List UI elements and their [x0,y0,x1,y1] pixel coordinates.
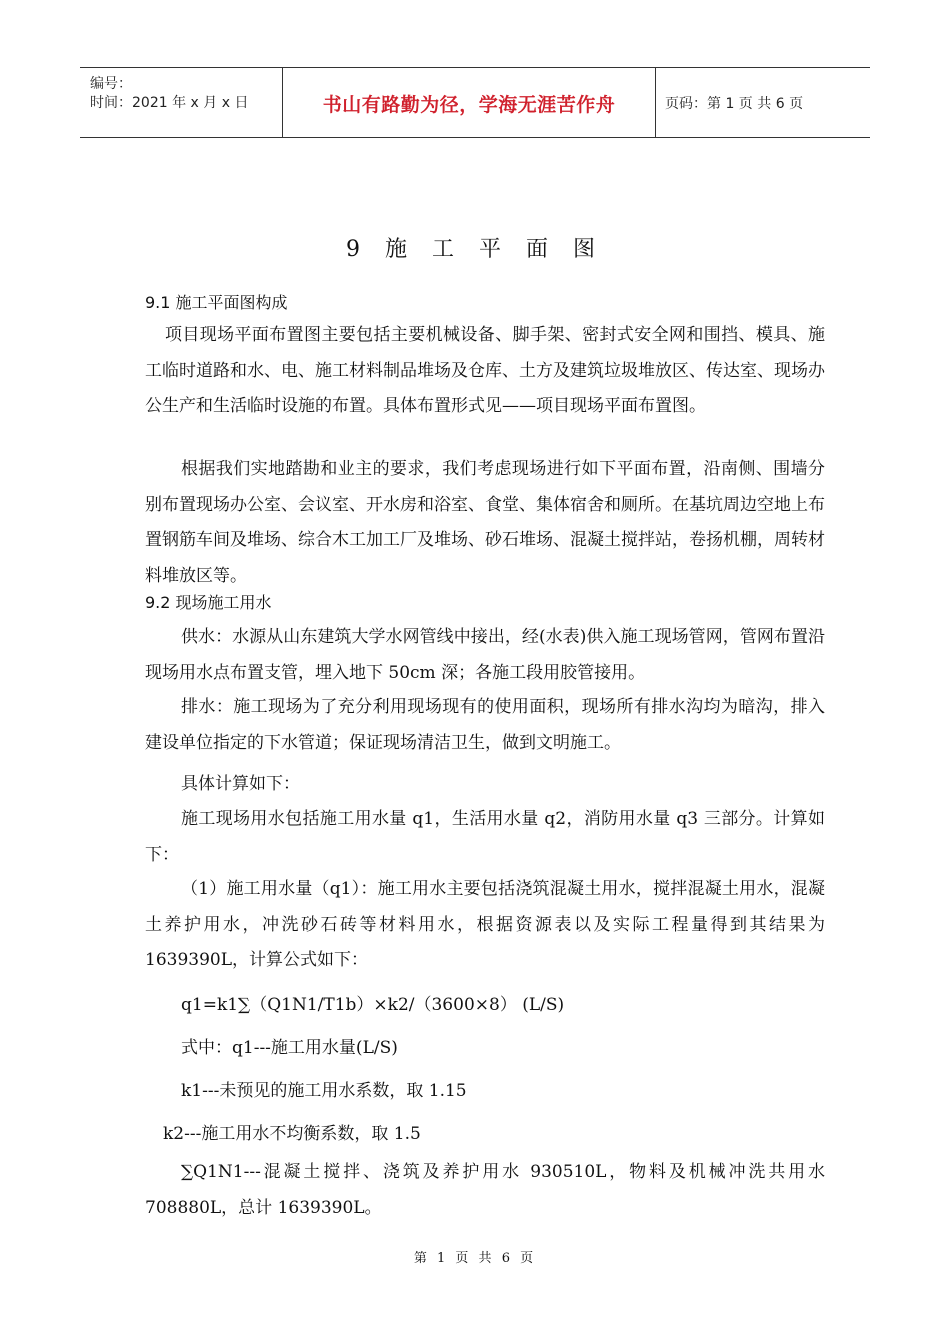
section-heading-9-2: 9.2 现场施工用水 [145,593,272,612]
header-table [80,67,870,138]
page-footer: 第 1 页 共 6 页 [413,1251,537,1266]
motto: 书山有路勤为径，学海无涯苦作舟 [322,94,616,116]
paragraph-water-supply: 供水：水源从山东建筑大学水网管线中接出，经(水表)供入施工现场管网，管网布置沿现场用水点布置支管，埋入地下 50cm 深；各施工段用胶管接用。 [145,627,825,683]
paragraph-water-components: 施工现场用水包括施工用水量 q1，生活用水量 q2，消防用水量 q3 三部分。计算如下： [145,809,825,865]
page-info: 页码：第 1 页 共 6 页 [665,96,804,112]
paragraph-layout-arrangement: 根据我们实地踏勘和业主的要求，我们考虑现场进行如下平面布置，沿南侧、围墙分别布置现场办公室、会议室、开水房和浴室、食堂、集体宿舍和厕所。在基坑周边空地上布置钢筋车间及堆场、综合木工加工厂及堆场、砂石堆场、混凝土搅拌站，卷扬机棚，周转材料堆放区等。 [145,459,825,586]
definition-q1: 式中：q1---施工用水量(L/S) [181,1038,398,1058]
time-label: 时间：2021 年 x 月 x 日 [90,95,249,111]
section-heading-9-1: 9.1 施工平面图构成 [145,293,288,312]
definition-sum-qn: ∑Q1N1---混凝土搅拌、浇筑及养护用水 930510L，物料及机械冲洗共用水 708880L，总计 1639390L。 [145,1162,825,1218]
paragraph-layout-overview: 项目现场平面布置图主要包括主要机械设备、脚手架、密封式安全网和围挡、模具、施工临时道路和水、电、施工材料制品堆场及仓库、土方及建筑垃圾堆放区、传达室、现场办公生产和生活临时设施的布置。具体布置形式见——项目现场平面布置图。 [145,325,825,416]
paragraph-construction-water: （1）施工用水量（q1）：施工用水主要包括浇筑混凝土用水，搅拌混凝土用水，混凝土养护用水，冲洗砂石砖等材料用水，根据资源表以及实际工程量得到其结果为 1639390L，计算公式如下： [145,879,825,970]
formula: q1=k1∑（Q1N1/T1b）×k2/（3600×8） (L/S) [181,995,565,1015]
definition-k1: k1---未预见的施工用水系数，取 1.15 [181,1081,467,1101]
definition-k2: k2---施工用水不均衡系数，取 1.5 [163,1124,421,1144]
page-title: 9 施 工 平 面 图 [346,237,604,262]
number-label: 编号： [90,76,132,92]
paragraph-calc-intro: 具体计算如下： [181,774,300,794]
header-right-cell [655,68,870,137]
paragraph-drainage: 排水：施工现场为了充分利用现场现有的使用面积，现场所有排水沟均为暗沟，排入建设单位指定的下水管道；保证现场清洁卫生，做到文明施工。 [145,697,825,753]
header-middle-cell [282,68,656,137]
header-left-cell [80,68,281,137]
